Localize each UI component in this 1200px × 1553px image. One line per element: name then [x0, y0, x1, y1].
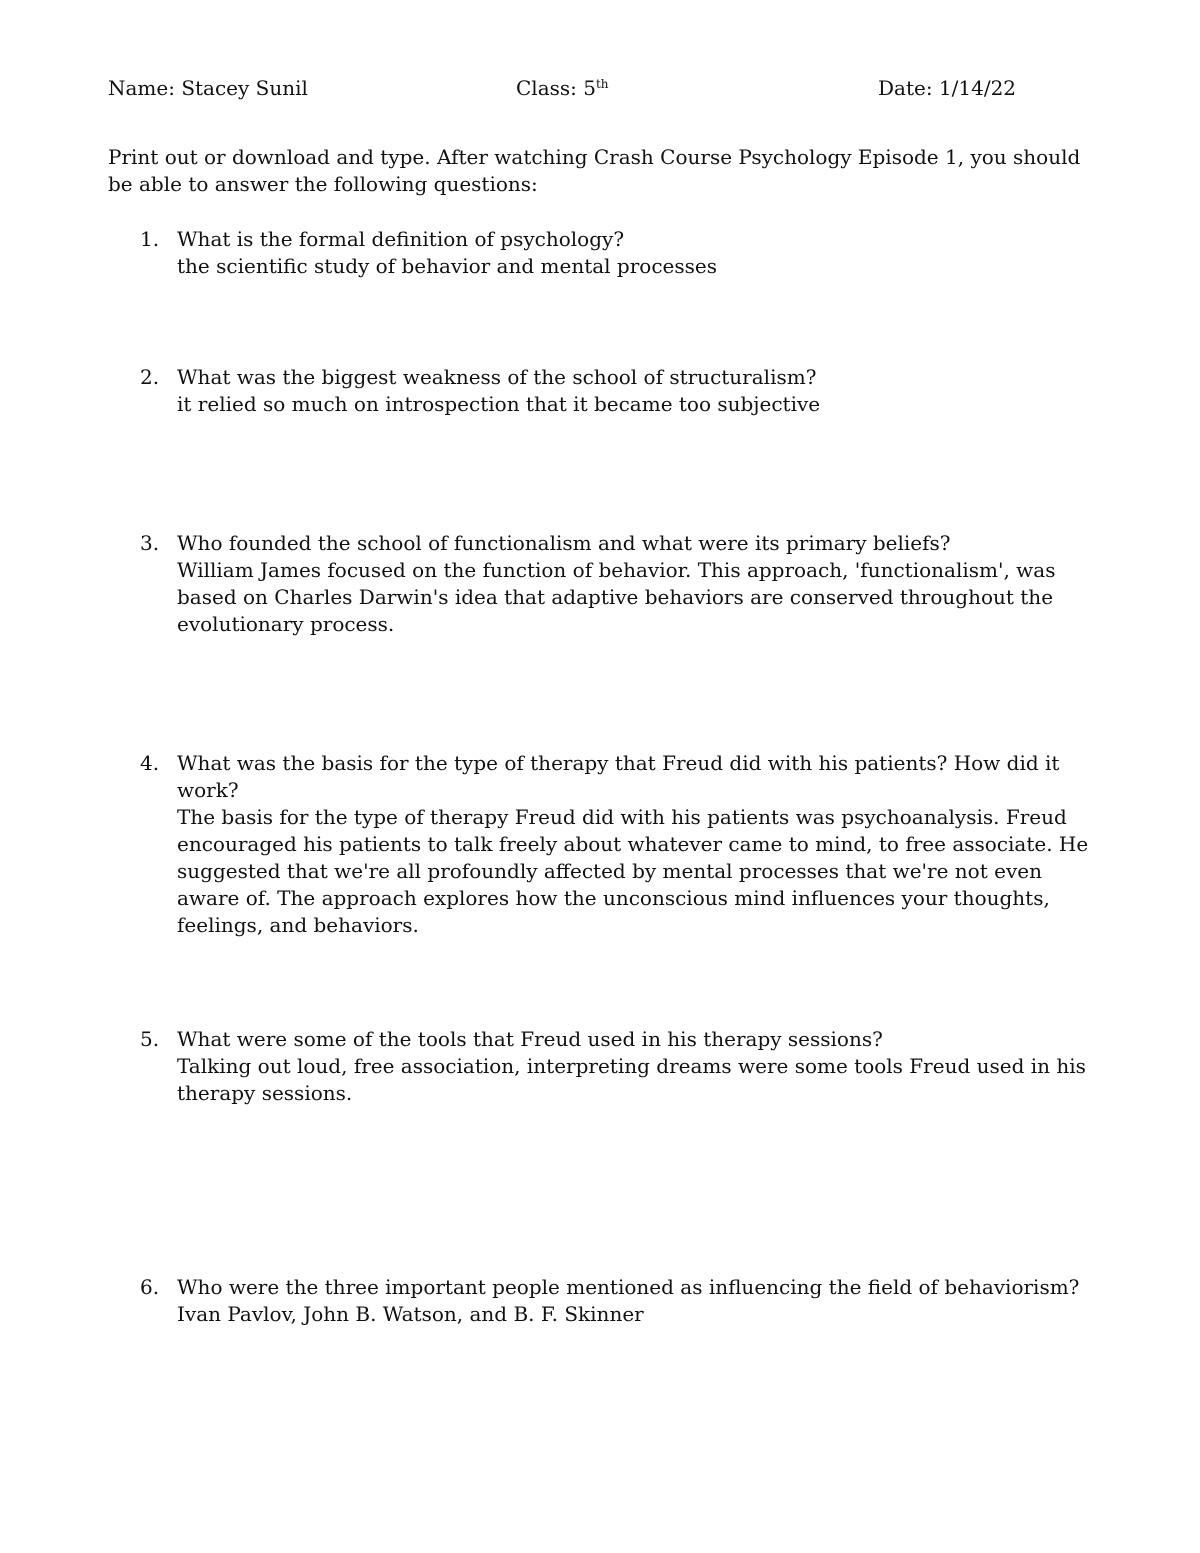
- date: Date: 1/14/22: [878, 76, 1017, 100]
- answer-text: William James focused on the function of behavior. This approach, 'functionalism', was based on Charles Darwin's idea that adaptive behaviors are conserved throughout the evolutionary process.: [177, 558, 1056, 636]
- question-number: 5.: [140, 1027, 160, 1051]
- instructions: Print out or download and type. After watching Crash Course Psychology Episode 1, you should be able to answer the following questions:: [108, 145, 1081, 196]
- answer-text: Talking out loud, free association, interpreting dreams were some tools Freud used in his therapy sessions.: [177, 1054, 1086, 1105]
- answer-text: the scientific study of behavior and mental processes: [177, 254, 717, 278]
- question-text: Who were the three important people mentioned as influencing the field of behaviorism?: [177, 1275, 1080, 1299]
- question-number: 2.: [140, 365, 160, 389]
- question-text: What is the formal definition of psychology?: [177, 227, 625, 251]
- question-text: What was the basis for the type of therapy that Freud did with his patients? How did it work?: [177, 751, 1060, 802]
- question-text: Who founded the school of functionalism and what were its primary beliefs?: [177, 531, 951, 555]
- question-number: 1.: [140, 227, 160, 251]
- question-number: 4.: [140, 751, 160, 775]
- question-number: 6.: [140, 1275, 160, 1299]
- answer-text: it relied so much on introspection that it became too subjective: [177, 392, 821, 416]
- header-line: [0, 74, 1200, 104]
- student-name: Name: Stacey Sunil: [108, 76, 308, 100]
- class-label: Class: 5: [516, 76, 596, 100]
- question-number: 3.: [140, 531, 160, 555]
- class-superscript: th: [595, 77, 609, 91]
- class-info: [516, 74, 609, 102]
- answer-text: The basis for the type of therapy Freud did with his patients was psychoanalysis. Freud encouraged his patients to talk freely about whatever came to mind, to free associate. He suggested that we're all profoundly affected by mental processes that we're not even aware of. The approach explores how the unconscious mind influences your thoughts, feelings, and behaviors.: [177, 805, 1089, 937]
- question-text: What were some of the tools that Freud used in his therapy sessions?: [177, 1027, 883, 1051]
- question-text: What was the biggest weakness of the school of structuralism?: [177, 365, 817, 389]
- answer-text: Ivan Pavlov, John B. Watson, and B. F. Skinner: [177, 1302, 644, 1326]
